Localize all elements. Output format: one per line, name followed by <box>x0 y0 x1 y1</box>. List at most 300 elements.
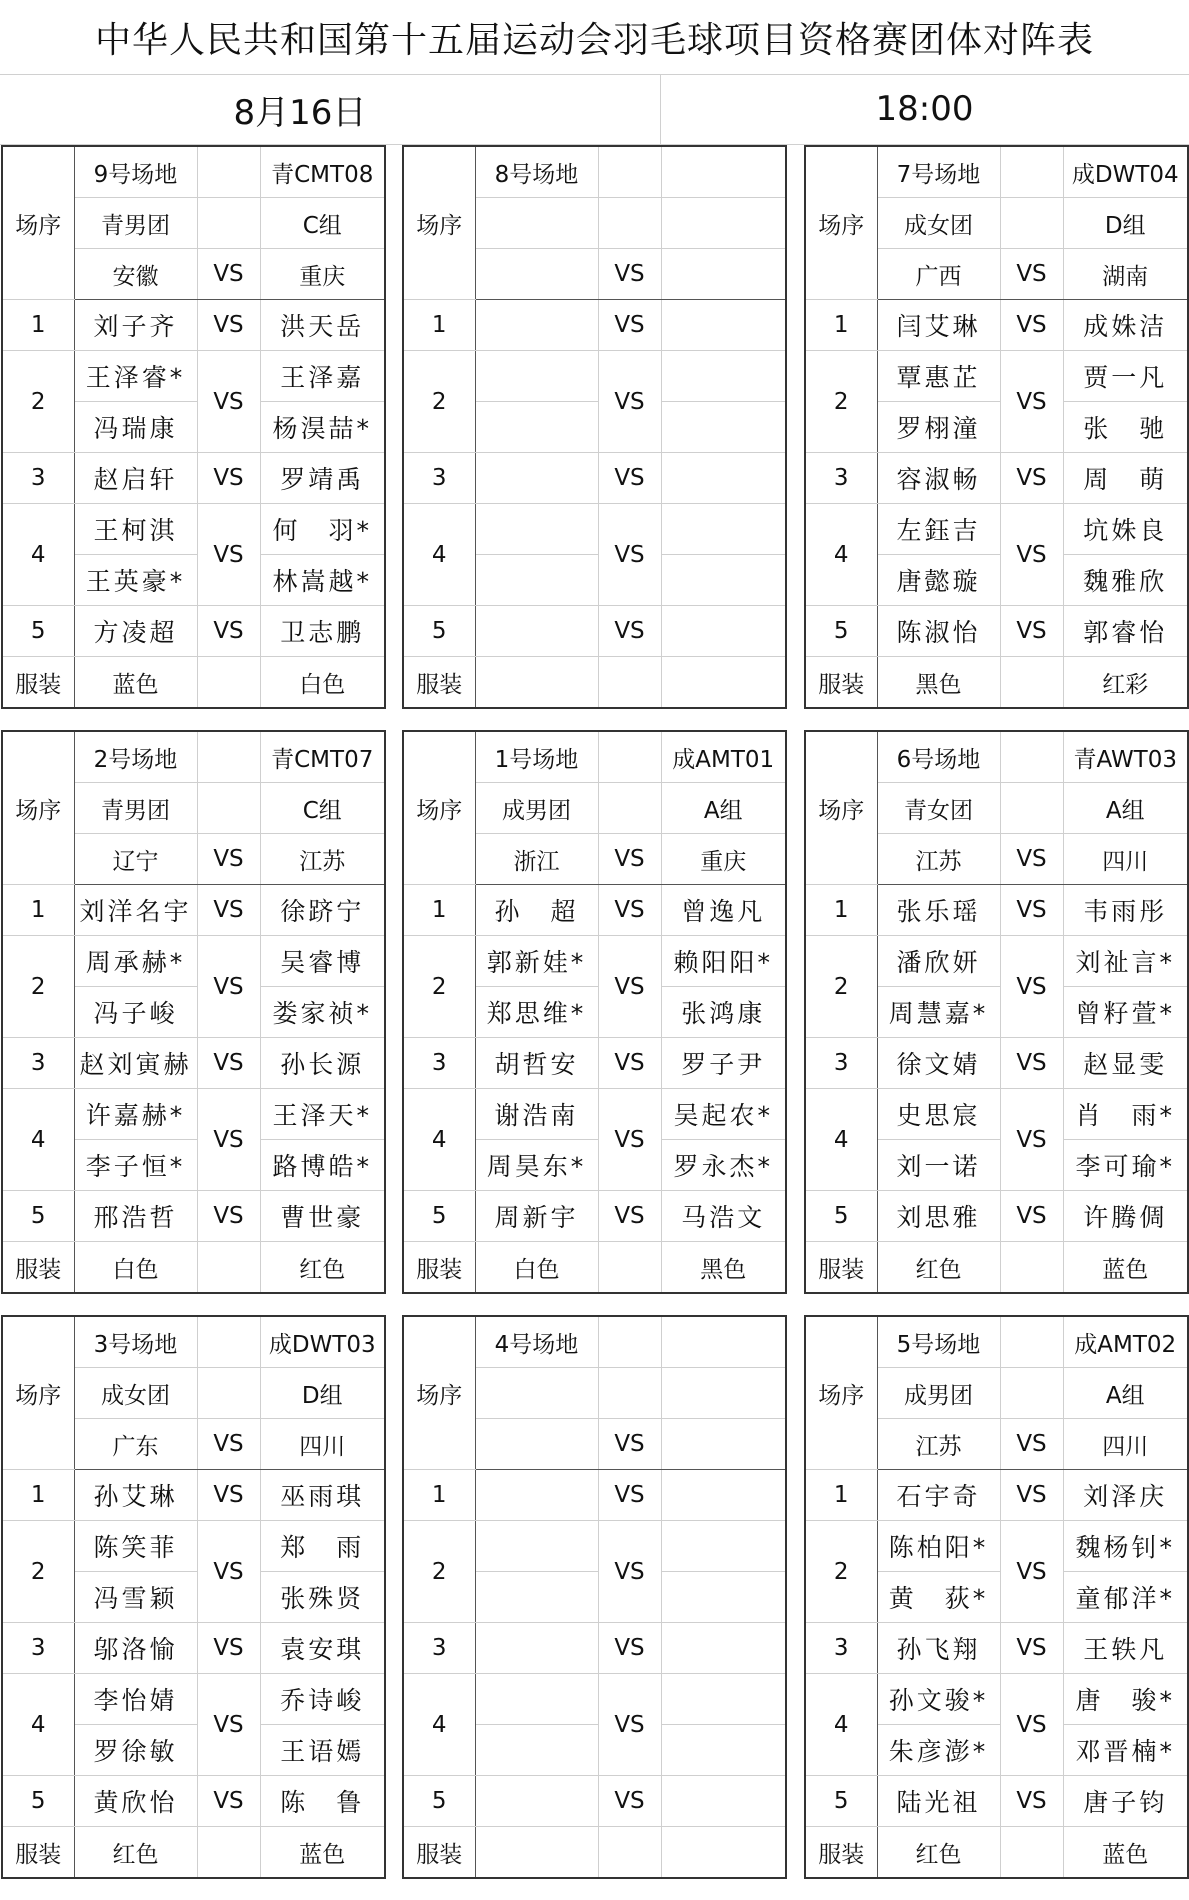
court-table <box>402 730 787 1294</box>
header-spacer <box>598 198 661 249</box>
vs-label: VS <box>1000 606 1063 657</box>
match-number: 3 <box>403 453 475 504</box>
attire-b: 白色 <box>260 657 385 709</box>
vs-label: VS <box>1000 834 1063 885</box>
vs-label: VS <box>598 885 661 936</box>
header-spacer <box>1000 1368 1063 1419</box>
match-number: 2 <box>2 351 74 453</box>
player-b <box>661 1776 786 1827</box>
header-spacer <box>598 146 661 198</box>
match-number: 5 <box>805 606 877 657</box>
vs-label: VS <box>598 1776 661 1827</box>
attire-b <box>661 657 786 709</box>
vs-label: VS <box>1000 453 1063 504</box>
match-number: 2 <box>805 351 877 453</box>
player-b: 郑 雨 <box>260 1521 385 1572</box>
match-number: 5 <box>2 1191 74 1242</box>
team-b: 四川 <box>1063 1419 1188 1470</box>
player-a: 史思宸 <box>877 1089 1000 1140</box>
match-number: 4 <box>403 1089 475 1191</box>
team-b: 重庆 <box>661 834 786 885</box>
court-name: 9号场地 <box>74 146 197 198</box>
vs-label: VS <box>197 1776 260 1827</box>
group-label: D组 <box>260 1368 385 1419</box>
player-a: 许嘉赫* <box>74 1089 197 1140</box>
court-name: 6号场地 <box>877 731 1000 783</box>
attire-label: 服装 <box>805 1827 877 1879</box>
court-code: 成DWT03 <box>260 1316 385 1368</box>
attire-a: 白色 <box>475 1242 598 1294</box>
vs-label: VS <box>197 1674 260 1776</box>
team-b: 江苏 <box>260 834 385 885</box>
vs-label: VS <box>1000 1419 1063 1470</box>
team-category: 成男团 <box>475 783 598 834</box>
attire-label: 服装 <box>2 657 74 709</box>
team-b: 湖南 <box>1063 249 1188 300</box>
player-a: 黄 荻* <box>877 1572 1000 1623</box>
player-a: 赵启轩 <box>74 453 197 504</box>
attire-b: 蓝色 <box>1063 1827 1188 1879</box>
match-number: 3 <box>2 1038 74 1089</box>
player-b <box>661 300 786 351</box>
court-table <box>402 145 787 709</box>
seq-header: 场序 <box>403 731 475 885</box>
team-category: 青女团 <box>877 783 1000 834</box>
vs-label: VS <box>598 1674 661 1776</box>
team-category <box>475 1368 598 1419</box>
player-b <box>661 1725 786 1776</box>
player-b: 乔诗峻 <box>260 1674 385 1725</box>
player-b: 邓晋楠* <box>1063 1725 1188 1776</box>
player-a <box>475 555 598 606</box>
attire-b: 红彩 <box>1063 657 1188 709</box>
court-table <box>804 1315 1189 1879</box>
vs-label: VS <box>598 606 661 657</box>
court-code <box>661 146 786 198</box>
attire-a: 蓝色 <box>74 657 197 709</box>
header-spacer <box>1000 783 1063 834</box>
player-a: 陈淑怡 <box>877 606 1000 657</box>
player-a: 张乐瑶 <box>877 885 1000 936</box>
schedule-header <box>0 74 1189 145</box>
player-a <box>475 351 598 402</box>
attire-spacer <box>197 1242 260 1294</box>
player-a <box>475 1470 598 1521</box>
attire-label: 服装 <box>403 1242 475 1294</box>
team-category <box>475 198 598 249</box>
player-a <box>475 1572 598 1623</box>
attire-label: 服装 <box>403 1827 475 1879</box>
player-a: 周承赫* <box>74 936 197 987</box>
match-number: 2 <box>2 936 74 1038</box>
player-b: 童郁洋* <box>1063 1572 1188 1623</box>
vs-label: VS <box>1000 936 1063 1038</box>
attire-b: 黑色 <box>661 1242 786 1294</box>
player-b: 周 萌 <box>1063 453 1188 504</box>
match-number: 2 <box>805 936 877 1038</box>
vs-label: VS <box>197 300 260 351</box>
player-a <box>475 300 598 351</box>
group-label: C组 <box>260 198 385 249</box>
court-table <box>402 1315 787 1879</box>
vs-label: VS <box>1000 351 1063 453</box>
vs-label: VS <box>197 885 260 936</box>
team-a <box>475 249 598 300</box>
match-number: 5 <box>805 1191 877 1242</box>
match-number: 2 <box>2 1521 74 1623</box>
attire-a: 红色 <box>74 1827 197 1879</box>
team-category: 成女团 <box>877 198 1000 249</box>
player-a <box>475 1623 598 1674</box>
vs-label: VS <box>197 249 260 300</box>
player-b: 马浩文 <box>661 1191 786 1242</box>
match-number: 1 <box>403 1470 475 1521</box>
match-number: 4 <box>2 504 74 606</box>
team-a: 广东 <box>74 1419 197 1470</box>
vs-label: VS <box>197 834 260 885</box>
team-a: 安徽 <box>74 249 197 300</box>
court-table <box>804 730 1189 1294</box>
court-table <box>1 145 386 709</box>
team-category: 青男团 <box>74 783 197 834</box>
vs-label: VS <box>1000 1089 1063 1191</box>
attire-spacer <box>197 657 260 709</box>
match-number: 4 <box>2 1089 74 1191</box>
player-a: 孙 超 <box>475 885 598 936</box>
match-number: 5 <box>2 1776 74 1827</box>
vs-label: VS <box>1000 1470 1063 1521</box>
team-b <box>661 1419 786 1470</box>
vs-label: VS <box>197 351 260 453</box>
match-time: 18:00 <box>875 89 974 129</box>
player-b: 罗子尹 <box>661 1038 786 1089</box>
player-b: 唐 骏* <box>1063 1674 1188 1725</box>
player-b <box>661 453 786 504</box>
court-code: 成DWT04 <box>1063 146 1188 198</box>
player-a: 石宇奇 <box>877 1470 1000 1521</box>
player-a: 罗栩潼 <box>877 402 1000 453</box>
match-number: 2 <box>403 351 475 453</box>
attire-a: 白色 <box>74 1242 197 1294</box>
match-number: 5 <box>403 606 475 657</box>
header-spacer <box>1000 1316 1063 1368</box>
match-number: 3 <box>2 1623 74 1674</box>
team-a <box>475 1419 598 1470</box>
match-number: 5 <box>805 1776 877 1827</box>
court-code: 成AMT01 <box>661 731 786 783</box>
seq-header: 场序 <box>2 731 74 885</box>
player-a <box>475 1674 598 1725</box>
team-b: 重庆 <box>260 249 385 300</box>
player-a: 王英豪* <box>74 555 197 606</box>
player-a: 郑思维* <box>475 987 598 1038</box>
match-number: 1 <box>403 300 475 351</box>
player-a: 刘思雅 <box>877 1191 1000 1242</box>
group-label: A组 <box>661 783 786 834</box>
vs-label: VS <box>1000 1623 1063 1674</box>
vs-label: VS <box>598 351 661 453</box>
header-spacer <box>197 1316 260 1368</box>
court-name: 5号场地 <box>877 1316 1000 1368</box>
attire-a: 黑色 <box>877 657 1000 709</box>
team-a: 江苏 <box>877 1419 1000 1470</box>
attire-label: 服装 <box>2 1242 74 1294</box>
player-b: 林嵩越* <box>260 555 385 606</box>
player-a: 孙艾琳 <box>74 1470 197 1521</box>
attire-spacer <box>598 1827 661 1879</box>
player-a: 刘一诺 <box>877 1140 1000 1191</box>
match-number: 4 <box>805 504 877 606</box>
player-b: 刘泽庆 <box>1063 1470 1188 1521</box>
player-b: 坑姝良 <box>1063 504 1188 555</box>
vs-label: VS <box>197 1419 260 1470</box>
attire-b: 蓝色 <box>260 1827 385 1879</box>
player-a: 孙文骏* <box>877 1674 1000 1725</box>
seq-header: 场序 <box>2 146 74 300</box>
player-a: 朱彦澎* <box>877 1725 1000 1776</box>
player-b: 唐子钧 <box>1063 1776 1188 1827</box>
vs-label: VS <box>598 300 661 351</box>
court-name: 1号场地 <box>475 731 598 783</box>
group-label: C组 <box>260 783 385 834</box>
match-number: 3 <box>805 453 877 504</box>
player-a: 冯子峻 <box>74 987 197 1038</box>
match-number: 2 <box>805 1521 877 1623</box>
player-a: 闫艾琳 <box>877 300 1000 351</box>
player-b <box>661 402 786 453</box>
vs-label: VS <box>598 1623 661 1674</box>
vs-label: VS <box>1000 1191 1063 1242</box>
header-spacer <box>197 731 260 783</box>
vs-label: VS <box>197 936 260 1038</box>
player-b <box>661 555 786 606</box>
player-a: 覃惠芷 <box>877 351 1000 402</box>
match-number: 5 <box>403 1776 475 1827</box>
court-table <box>804 145 1189 709</box>
player-a: 李怡婧 <box>74 1674 197 1725</box>
group-label: D组 <box>1063 198 1188 249</box>
vs-label: VS <box>1000 1776 1063 1827</box>
vs-label: VS <box>598 1470 661 1521</box>
vs-label: VS <box>598 504 661 606</box>
vs-label: VS <box>1000 885 1063 936</box>
player-b: 杨淏喆* <box>260 402 385 453</box>
match-number: 5 <box>403 1191 475 1242</box>
player-b: 曾籽萱* <box>1063 987 1188 1038</box>
match-number: 5 <box>2 606 74 657</box>
court-name: 3号场地 <box>74 1316 197 1368</box>
vs-label: VS <box>598 1419 661 1470</box>
header-spacer <box>197 783 260 834</box>
match-number: 2 <box>403 1521 475 1623</box>
attire-b: 红色 <box>260 1242 385 1294</box>
player-b: 卫志鹏 <box>260 606 385 657</box>
player-a: 陈柏阳* <box>877 1521 1000 1572</box>
player-a: 邢浩哲 <box>74 1191 197 1242</box>
vs-label: VS <box>197 1089 260 1191</box>
player-b: 徐跻宁 <box>260 885 385 936</box>
player-a: 左鈺吉 <box>877 504 1000 555</box>
attire-a: 红色 <box>877 1827 1000 1879</box>
player-a: 周昊东* <box>475 1140 598 1191</box>
player-a: 刘子齐 <box>74 300 197 351</box>
team-a: 辽宁 <box>74 834 197 885</box>
match-number: 3 <box>805 1038 877 1089</box>
player-a: 容淑畅 <box>877 453 1000 504</box>
player-a: 邬洛愉 <box>74 1623 197 1674</box>
vs-label: VS <box>197 1521 260 1623</box>
player-b: 郭睿怡 <box>1063 606 1188 657</box>
seq-header: 场序 <box>403 146 475 300</box>
court-name: 4号场地 <box>475 1316 598 1368</box>
player-a: 王柯淇 <box>74 504 197 555</box>
court-code <box>661 1316 786 1368</box>
header-spacer <box>598 783 661 834</box>
player-b: 魏雅欣 <box>1063 555 1188 606</box>
vs-label: VS <box>598 834 661 885</box>
player-a: 谢浩南 <box>475 1089 598 1140</box>
header-spacer <box>1000 731 1063 783</box>
match-number: 1 <box>403 885 475 936</box>
player-a: 罗徐敏 <box>74 1725 197 1776</box>
vs-label: VS <box>1000 1521 1063 1623</box>
team-a: 广西 <box>877 249 1000 300</box>
player-b: 曹世豪 <box>260 1191 385 1242</box>
court-code: 成AMT02 <box>1063 1316 1188 1368</box>
player-a: 王泽睿* <box>74 351 197 402</box>
match-number: 4 <box>805 1089 877 1191</box>
player-a: 郭新娃* <box>475 936 598 987</box>
player-a: 徐文婧 <box>877 1038 1000 1089</box>
attire-a <box>475 1827 598 1879</box>
court-code: 青CMT07 <box>260 731 385 783</box>
player-a: 潘欣妍 <box>877 936 1000 987</box>
player-b: 曾逸凡 <box>661 885 786 936</box>
vs-label: VS <box>197 1623 260 1674</box>
vs-label: VS <box>598 1038 661 1089</box>
attire-a: 红色 <box>877 1242 1000 1294</box>
vs-label: VS <box>598 1191 661 1242</box>
player-b: 陈 鲁 <box>260 1776 385 1827</box>
team-b: 四川 <box>260 1419 385 1470</box>
player-a: 方凌超 <box>74 606 197 657</box>
header-spacer <box>197 146 260 198</box>
player-b: 王轶凡 <box>1063 1623 1188 1674</box>
group-label <box>661 198 786 249</box>
attire-label: 服装 <box>2 1827 74 1879</box>
seq-header: 场序 <box>2 1316 74 1470</box>
court-name: 7号场地 <box>877 146 1000 198</box>
page-title <box>0 0 1189 75</box>
player-b: 刘祉言* <box>1063 936 1188 987</box>
player-a <box>475 1521 598 1572</box>
player-b: 李可瑜* <box>1063 1140 1188 1191</box>
player-b: 成姝洁 <box>1063 300 1188 351</box>
vs-label: VS <box>197 1470 260 1521</box>
vs-label: VS <box>598 1521 661 1623</box>
attire-b: 蓝色 <box>1063 1242 1188 1294</box>
match-number: 1 <box>2 1470 74 1521</box>
match-number: 3 <box>2 453 74 504</box>
player-a: 周慧嘉* <box>877 987 1000 1038</box>
vs-label: VS <box>197 504 260 606</box>
player-a: 周新宇 <box>475 1191 598 1242</box>
vs-label: VS <box>1000 249 1063 300</box>
player-b: 张殊贤 <box>260 1572 385 1623</box>
player-b <box>661 1470 786 1521</box>
seq-header: 场序 <box>805 731 877 885</box>
player-b: 魏杨钊* <box>1063 1521 1188 1572</box>
group-label: A组 <box>1063 783 1188 834</box>
player-a <box>475 402 598 453</box>
vs-label: VS <box>197 606 260 657</box>
player-b: 贾一凡 <box>1063 351 1188 402</box>
seq-header: 场序 <box>805 1316 877 1470</box>
attire-spacer <box>1000 1242 1063 1294</box>
attire-label: 服装 <box>403 657 475 709</box>
match-number: 1 <box>2 885 74 936</box>
vs-label: VS <box>1000 504 1063 606</box>
match-date: 8月16日 <box>233 92 367 133</box>
attire-spacer <box>1000 657 1063 709</box>
header-spacer <box>598 731 661 783</box>
player-a: 李子恒* <box>74 1140 197 1191</box>
attire-spacer <box>197 1827 260 1879</box>
player-b: 许腾倜 <box>1063 1191 1188 1242</box>
match-number: 1 <box>805 300 877 351</box>
title-text: 中华人民共和国第十五届运动会羽毛球项目资格赛团体对阵表 <box>94 19 1094 61</box>
header-spacer <box>1000 198 1063 249</box>
group-label: A组 <box>1063 1368 1188 1419</box>
team-b <box>661 249 786 300</box>
match-number: 1 <box>805 1470 877 1521</box>
header-spacer <box>197 1368 260 1419</box>
team-b: 四川 <box>1063 834 1188 885</box>
team-category: 成男团 <box>877 1368 1000 1419</box>
team-a: 浙江 <box>475 834 598 885</box>
player-b: 王泽天* <box>260 1089 385 1140</box>
player-a: 唐懿璇 <box>877 555 1000 606</box>
player-b: 肖 雨* <box>1063 1089 1188 1140</box>
header-spacer <box>598 1316 661 1368</box>
player-b: 孙长源 <box>260 1038 385 1089</box>
player-a <box>475 504 598 555</box>
vs-label: VS <box>598 249 661 300</box>
player-a: 冯瑞康 <box>74 402 197 453</box>
player-b: 赵显雯 <box>1063 1038 1188 1089</box>
player-b <box>661 351 786 402</box>
player-b: 王语嫣 <box>260 1725 385 1776</box>
match-number: 2 <box>403 936 475 1038</box>
player-b <box>661 504 786 555</box>
header-spacer <box>598 1368 661 1419</box>
player-b: 娄家祯* <box>260 987 385 1038</box>
player-a <box>475 606 598 657</box>
player-b: 韦雨彤 <box>1063 885 1188 936</box>
player-a <box>475 1725 598 1776</box>
match-number: 4 <box>403 504 475 606</box>
player-a: 赵刘寅赫 <box>74 1038 197 1089</box>
attire-label: 服装 <box>805 657 877 709</box>
vs-label: VS <box>197 1038 260 1089</box>
player-a: 陆光祖 <box>877 1776 1000 1827</box>
player-b: 巫雨琪 <box>260 1470 385 1521</box>
player-b: 袁安琪 <box>260 1623 385 1674</box>
court-table <box>1 1315 386 1879</box>
vs-label: VS <box>197 1191 260 1242</box>
vs-label: VS <box>197 453 260 504</box>
attire-b <box>661 1827 786 1879</box>
